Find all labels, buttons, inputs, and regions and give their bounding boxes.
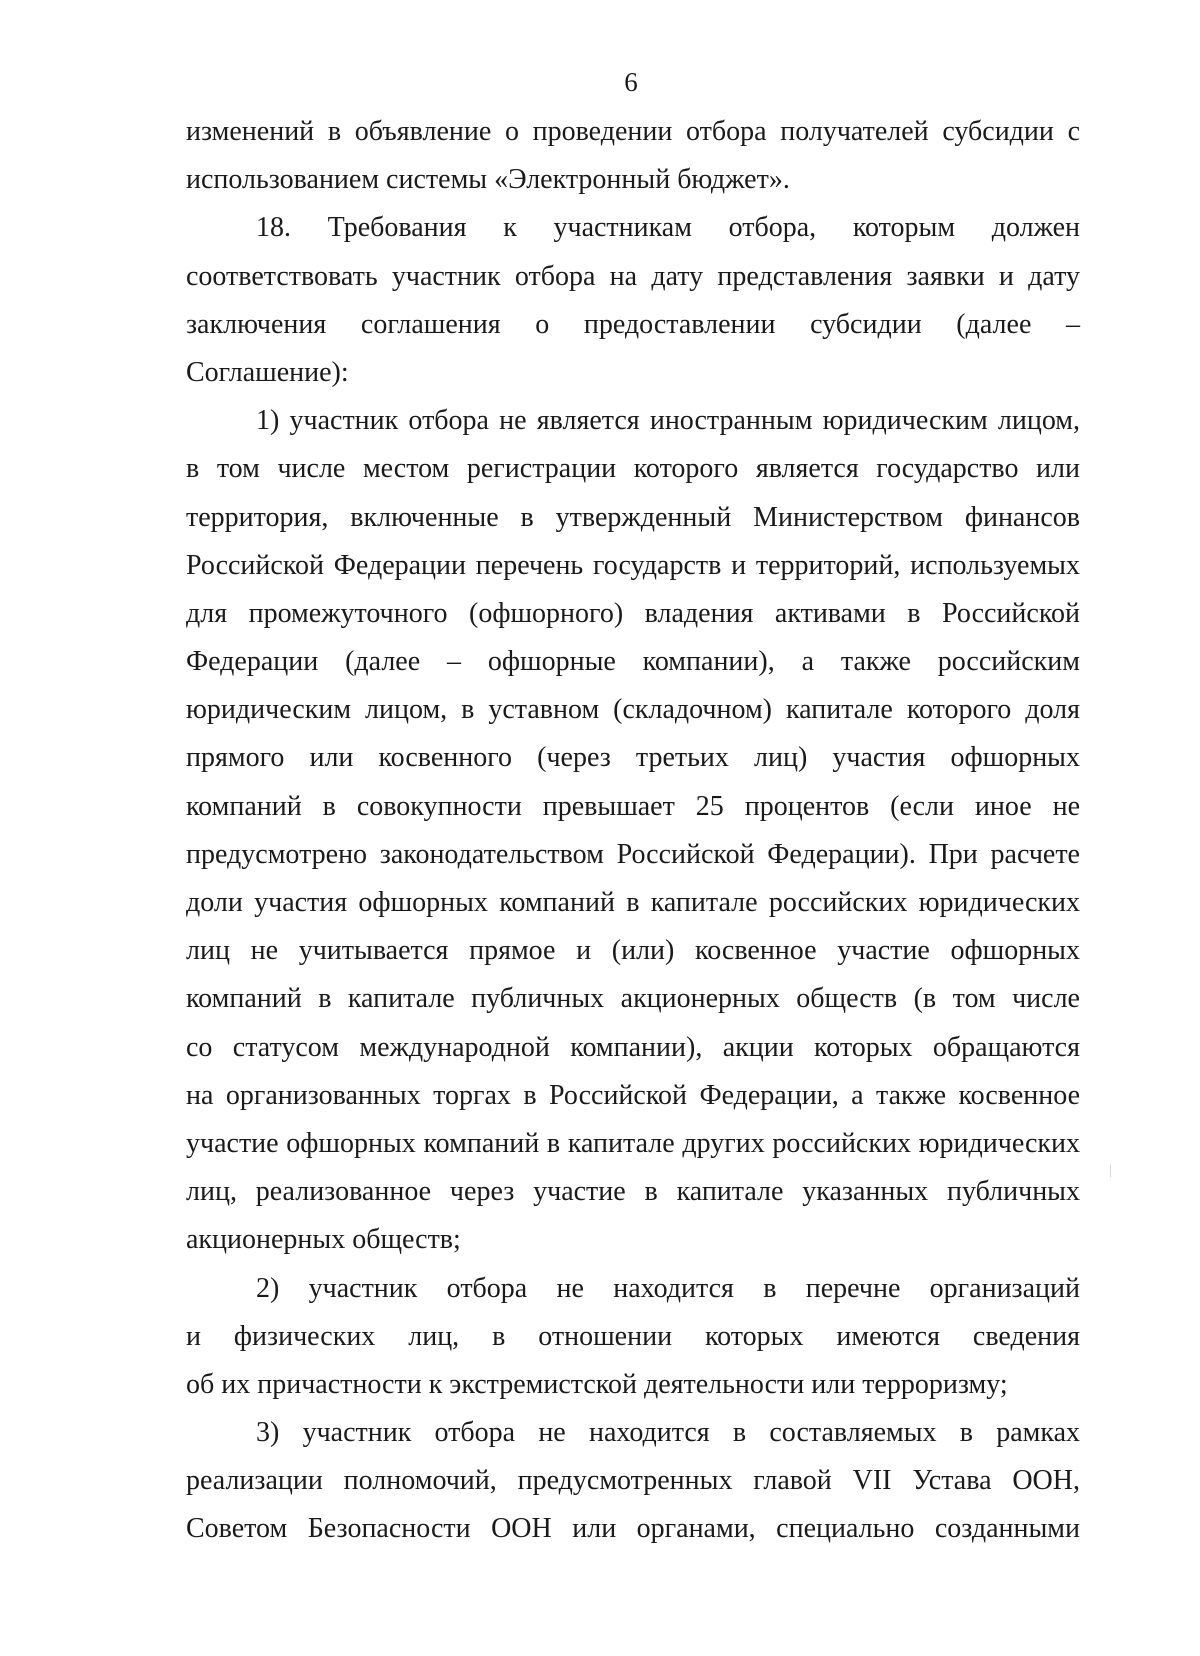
text-line: Федерации (далее – офшорные компании), а также российским (186, 646, 1080, 678)
paragraph-first-line: 2) участник отбора не находится в перечне организаций (256, 1272, 1080, 1304)
text-line: участие офшорных компаний в капитале других российских юридических (186, 1127, 1080, 1159)
text-line: заключения соглашения о предоставлении субсидии (далее – (186, 308, 1080, 340)
text-line: Соглашение): (186, 356, 349, 388)
text-line: и физических лиц, в отношении которых имеются сведения (186, 1320, 1080, 1352)
text-line: предусмотрено законодательством Российской Федерации). При расчете (186, 838, 1080, 870)
text-line: соответствовать участник отбора на дату представления заявки и дату (186, 260, 1080, 292)
paragraph-first-line: 3) участник отбора не находится в составляемых в рамках (256, 1417, 1080, 1449)
text-line: лиц не учитывается прямое и (или) косвенное участие офшорных (186, 935, 1080, 967)
text-line: для промежуточного (офшорного) владения активами в Российской (186, 597, 1080, 629)
scan-artifact (1110, 1165, 1111, 1177)
text-line: Российской Федерации перечень государств и территорий, используемых (186, 549, 1080, 581)
text-line: лиц, реализованное через участие в капитале указанных публичных (186, 1176, 1080, 1208)
text-line: компаний в совокупности превышает 25 процентов (если иное не (186, 790, 1080, 822)
page-number: 6 (624, 67, 638, 97)
text-line: реализации полномочий, предусмотренных главой VII Устава ООН, (186, 1465, 1080, 1497)
text-line: доли участия офшорных компаний в капитале российских юридических (186, 887, 1080, 918)
text-line: использованием системы «Электронный бюджет». (186, 164, 790, 196)
text-line: Советом Безопасности ООН или органами, специально созданными (186, 1513, 1080, 1545)
text-line: со статусом международной компании), акции которых обращаются (186, 1031, 1080, 1063)
text-line: об их причастности к экстремистской деятельности или терроризму; (186, 1368, 1008, 1400)
text-line: на организованных торгах в Российской Федерации, а также косвенное (186, 1079, 1080, 1111)
text-line: юридическим лицом, в уставном (складочном) капитале которого доля (186, 694, 1080, 726)
paragraph-first-line: 18. Требования к участникам отбора, которым должен (256, 212, 1080, 244)
text-line: в том числе местом регистрации которого является государство или (186, 453, 1080, 485)
text-line: компаний в капитале публичных акционерных обществ (в том числе (186, 983, 1080, 1015)
text-line: изменений в объявление о проведении отбора получателей субсидии с (186, 116, 1080, 147)
paragraph-first-line: 1) участник отбора не является иностранным юридическим лицом, (256, 405, 1080, 437)
text-line: территория, включенные в утвержденный Министерством финансов (186, 501, 1080, 533)
body-text (186, 108, 1080, 1554)
text-line: прямого или косвенного (через третьих лиц) участия офшорных (186, 742, 1080, 774)
text-line: акционерных обществ; (186, 1224, 461, 1256)
